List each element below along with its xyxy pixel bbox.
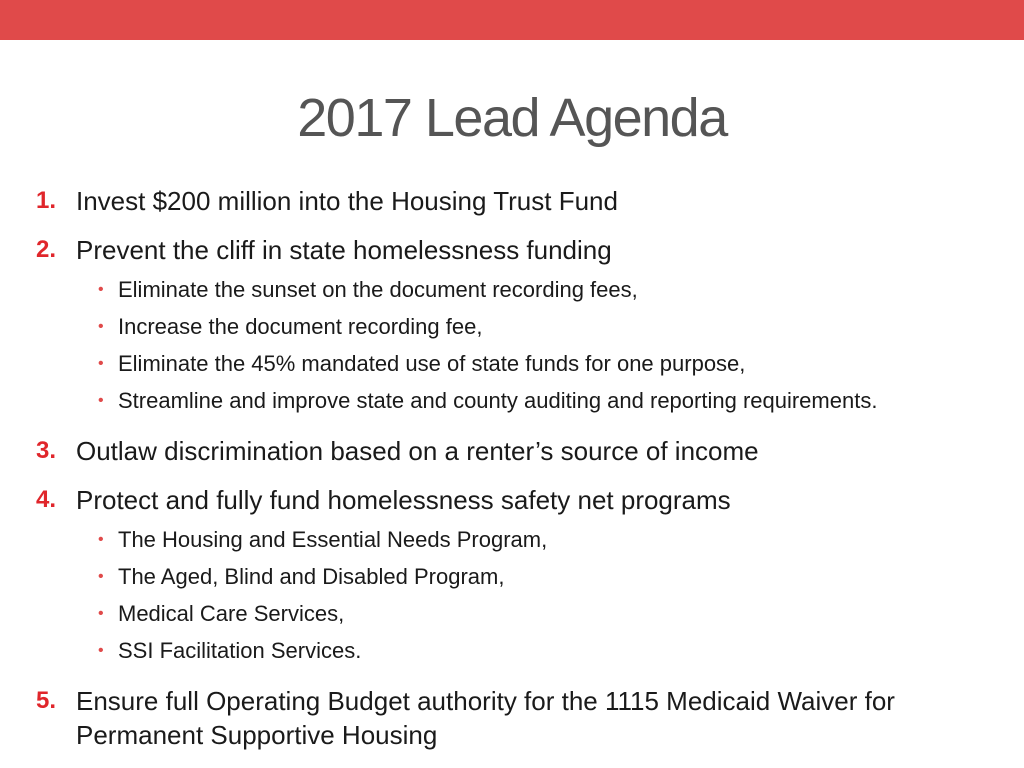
header-accent-bar bbox=[0, 0, 1024, 40]
agenda-item bbox=[36, 434, 1011, 468]
agenda-item bbox=[36, 233, 1011, 419]
item-text: Invest $200 million into the Housing Trust Fund bbox=[76, 186, 618, 216]
sub-item bbox=[98, 595, 1011, 632]
sub-item bbox=[98, 308, 1011, 345]
sub-list bbox=[76, 271, 1011, 419]
bullet-icon: • bbox=[98, 568, 104, 585]
sub-item-text: The Housing and Essential Needs Program, bbox=[118, 527, 548, 552]
sub-item-text: SSI Facilitation Services. bbox=[118, 638, 362, 663]
sub-item bbox=[98, 382, 1011, 419]
sub-list bbox=[76, 521, 1011, 669]
item-number: 4. bbox=[36, 486, 57, 513]
item-text: Ensure full Operating Budget authority for the 1115 Medicaid Waiver for Permanent Supportive Housing bbox=[76, 686, 895, 750]
sub-item-text: Medical Care Services, bbox=[118, 601, 345, 626]
item-number: 1. bbox=[36, 187, 57, 214]
agenda-item bbox=[36, 483, 1011, 669]
item-number: 3. bbox=[36, 437, 57, 464]
bullet-icon: • bbox=[98, 531, 104, 548]
bullet-icon: • bbox=[98, 281, 104, 298]
bullet-icon: • bbox=[98, 605, 104, 622]
bullet-icon: • bbox=[98, 318, 104, 335]
agenda-item bbox=[36, 184, 1011, 218]
sub-item bbox=[98, 558, 1011, 595]
bullet-icon: • bbox=[98, 642, 104, 659]
sub-item-text: The Aged, Blind and Disabled Program, bbox=[118, 564, 505, 589]
item-text: Prevent the cliff in state homelessness funding bbox=[76, 235, 612, 265]
sub-item-text: Eliminate the 45% mandated use of state funds for one purpose, bbox=[118, 351, 746, 376]
sub-item bbox=[98, 271, 1011, 308]
sub-item bbox=[98, 632, 1011, 669]
sub-item-text: Eliminate the sunset on the document recording fees, bbox=[118, 277, 638, 302]
bullet-icon: • bbox=[98, 355, 104, 372]
sub-item bbox=[98, 345, 1011, 382]
sub-item bbox=[98, 521, 1011, 558]
sub-item-text: Streamline and improve state and county auditing and reporting requirements. bbox=[118, 388, 878, 413]
agenda-item bbox=[36, 684, 1011, 752]
item-text: Protect and fully fund homelessness safety net programs bbox=[76, 485, 731, 515]
bullet-icon: • bbox=[98, 392, 104, 409]
item-number: 2. bbox=[36, 236, 57, 263]
agenda-list bbox=[36, 184, 1011, 752]
sub-item-text: Increase the document recording fee, bbox=[118, 314, 483, 339]
slide-title: 2017 Lead Agenda bbox=[297, 88, 727, 148]
item-text: Outlaw discrimination based on a renter’s source of income bbox=[76, 436, 759, 466]
item-number: 5. bbox=[36, 687, 57, 714]
